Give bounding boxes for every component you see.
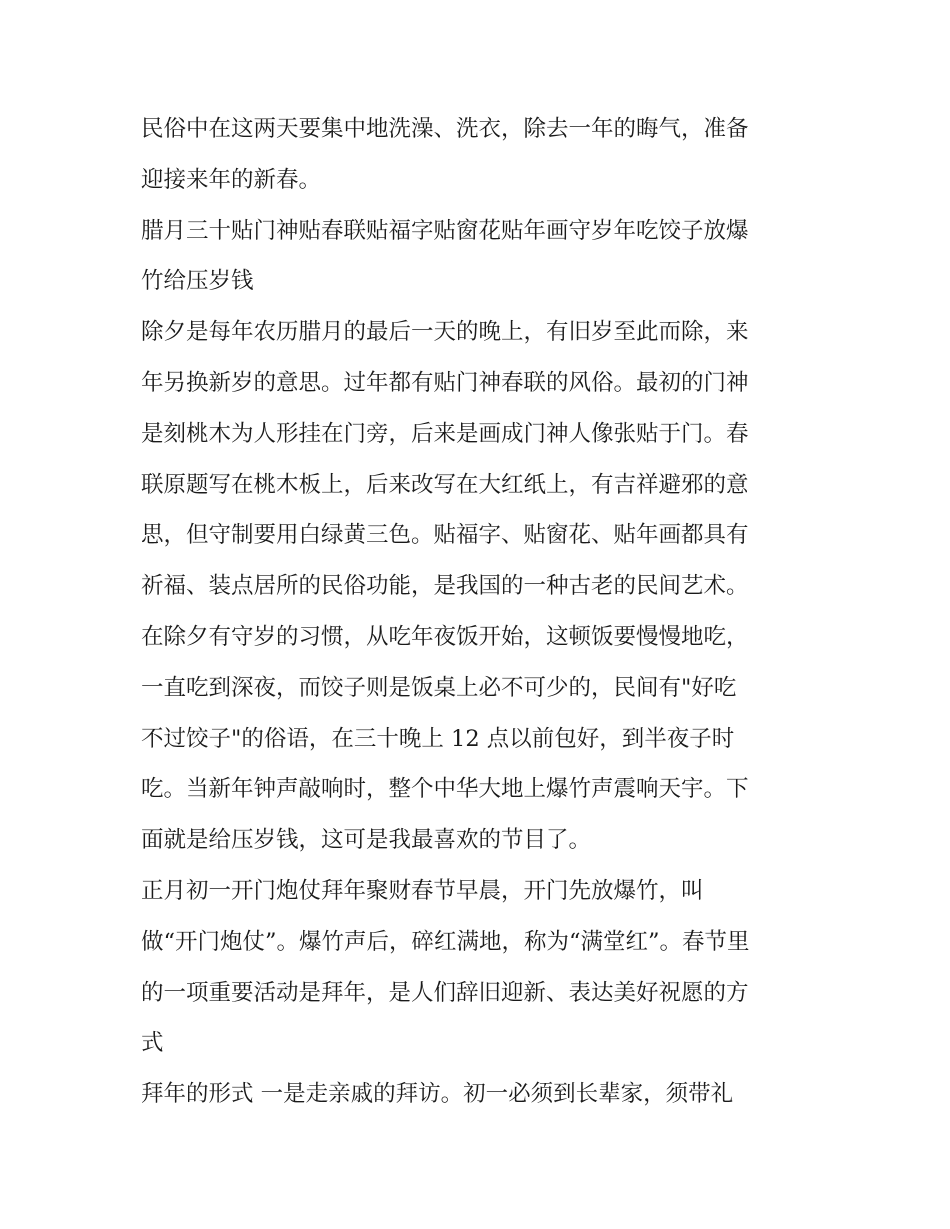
text-line: 不过饺子"的俗语，在三十晚上 12 点以前包好，到半夜子时 xyxy=(141,725,735,752)
text-line: 民俗中在这两天要集中地洗澡、洗衣，除去一年的晦气，准备 xyxy=(141,116,749,142)
text-line: 做“开门炮仗”。爆竹声后，碎红满地，称为“满堂红”。春节里 xyxy=(141,928,750,955)
text-line: 迎接来年的新春。 xyxy=(141,166,322,193)
text-line: 面就是给压岁钱，这可是我最喜欢的节目了。 xyxy=(141,827,592,854)
text-line: 拜年的形式 一是走亲戚的拜访。初一必须到长辈家，须带礼 xyxy=(141,1081,734,1108)
text-line: 是刻桃木为人形挂在门旁，后来是画成门神人像张贴于门。春 xyxy=(141,420,749,447)
text-line: 的一项重要活动是拜年，是人们辞旧迎新、表达美好祝愿的方 xyxy=(141,979,749,1006)
text-line: 联原题写在桃木板上，后来改写在大红纸上，有吉祥避邪的意 xyxy=(141,471,749,498)
text-line: 正月初一开门炮仗拜年聚财春节早晨，开门先放爆竹，叫 xyxy=(141,877,704,904)
text-line: 吃。当新年钟声敲响时，整个中华大地上爆竹声震响天宇。下 xyxy=(141,776,749,803)
text-line: 思，但守制要用白绿黄三色。贴福字、贴窗花、贴年画都具有 xyxy=(141,522,749,549)
text-line: 式 xyxy=(141,1030,164,1057)
text-line: 祈福、装点居所的民俗功能，是我国的一种古老的民间艺术。 xyxy=(141,573,749,600)
text-line: 在除夕有守岁的习惯，从吃年夜饭开始，这顿饭要慢慢地吃， xyxy=(141,623,749,650)
text-line: 竹给压岁钱 xyxy=(141,268,254,295)
text-line: 年另换新岁的意思。过年都有贴门神春联的风俗。最初的门神 xyxy=(141,369,749,396)
text-line: 腊月三十贴门神贴春联贴福字贴窗花贴年画守岁年吃饺子放爆 xyxy=(141,217,749,244)
text-line: 除夕是每年农历腊月的最后一天的晚上，有旧岁至此而除，来 xyxy=(141,319,749,346)
text-line: 一直吃到深夜，而饺子则是饭桌上必不可少的，民间有"好吃 xyxy=(141,674,737,701)
document-body xyxy=(141,104,821,1120)
